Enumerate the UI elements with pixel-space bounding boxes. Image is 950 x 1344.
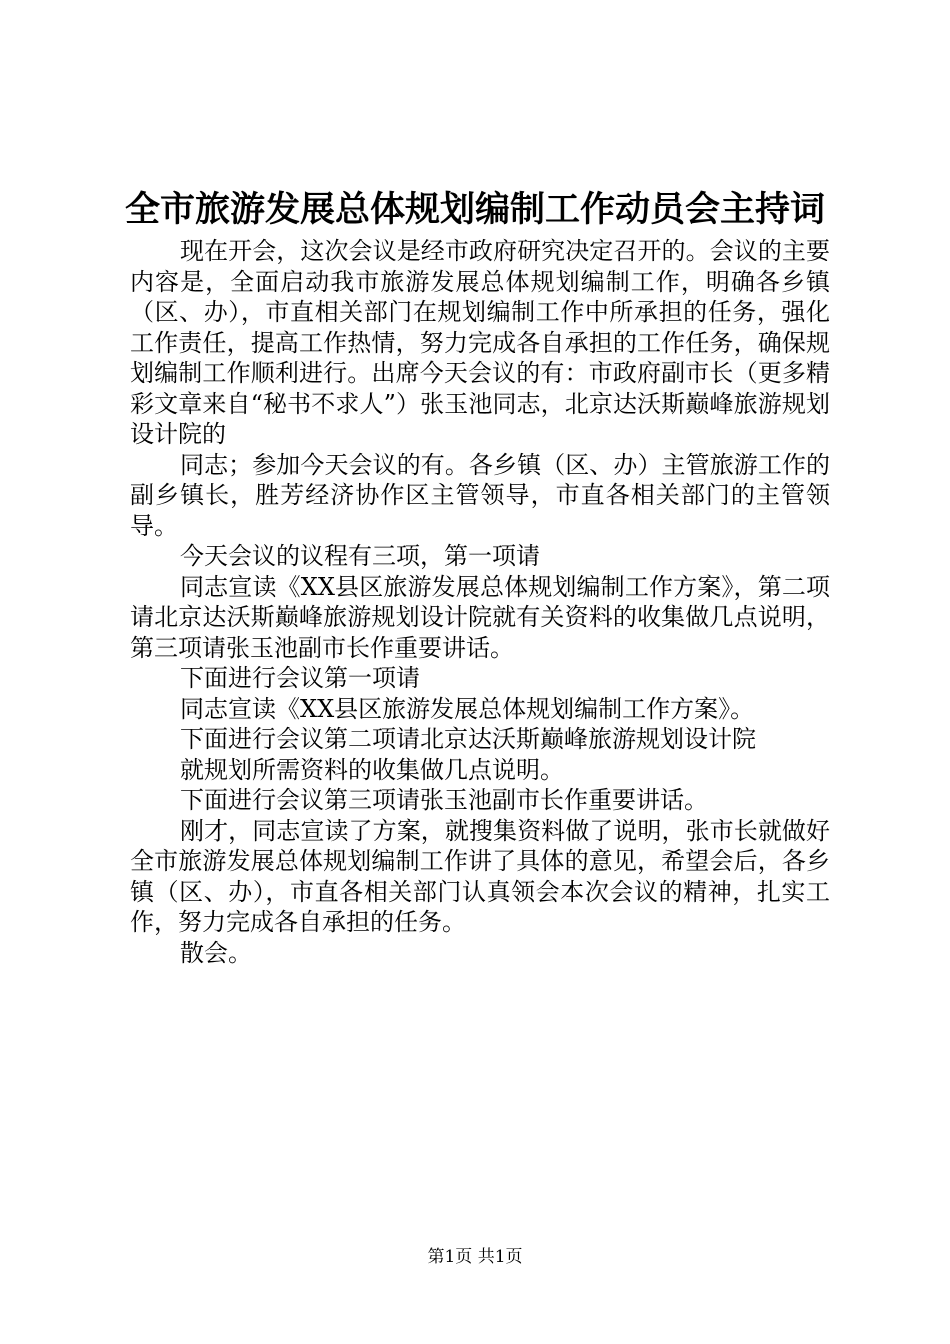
paragraph-item-one: 同志宣读《XX县区旅游发展总体规划编制工作方案》。	[180, 694, 755, 723]
paragraph-agenda-intro: 今天会议的议程有三项，第一项请	[180, 542, 540, 570]
paragraph-summary: 刚才，同志宣读了方案，就搜集资料做了说明，张市长就做好全市旅游发展总体规划编制工作讲了具体的意见，希望会后，各乡镇（区、办），市直各相关部门认真领会本次会议的精神，扎实工作，努力完成各自承担的任务。	[130, 816, 830, 936]
paragraph-attendees: 同志；参加今天会议的有。各乡镇（区、办）主管旅游工作的副乡镇长，胜芳经济协作区主管领导，市直各相关部门的主管领导。	[130, 450, 830, 540]
paragraph-item-three: 下面进行会议第三项请张玉池副市长作重要讲话。	[180, 786, 708, 814]
paragraph-item-two: 就规划所需资料的收集做几点说明。	[180, 755, 564, 784]
paragraph-item-two-intro: 下面进行会议第二项请北京达沃斯巅峰旅游规划设计院	[180, 725, 756, 753]
document-body	[130, 236, 830, 968]
page-number-footer: 第1页 共1页	[427, 1247, 523, 1267]
paragraph-opening: 现在开会，这次会议是经市政府研究决定召开的。会议的主要内容是，全面启动我市旅游发展总体规划编制工作，明确各乡镇（区、办），市直相关部门在规划编制工作中所承担的任务，强化工作责任，提高工作热情，努力完成各自承担的工作任务，确保规划编制工作顺利进行。出席今天会议的有：市政府副市长（更多精彩文章来自“秘书不求人”）张玉池同志，北京达沃斯巅峰旅游规划设计院的	[130, 237, 830, 448]
paragraph-item-one-intro: 下面进行会议第一项请	[180, 664, 420, 692]
paragraph-agenda-items: 同志宣读《XX县区旅游发展总体规划编制工作方案》，第二项请北京达沃斯巅峰旅游规划设计院就有关资料的收集做几点说明，第三项请张玉池副市长作重要讲话。	[130, 572, 830, 662]
document-title: 全市旅游发展总体规划编制工作动员会主持词	[124, 190, 825, 230]
paragraph-closing: 散会。	[180, 938, 252, 967]
